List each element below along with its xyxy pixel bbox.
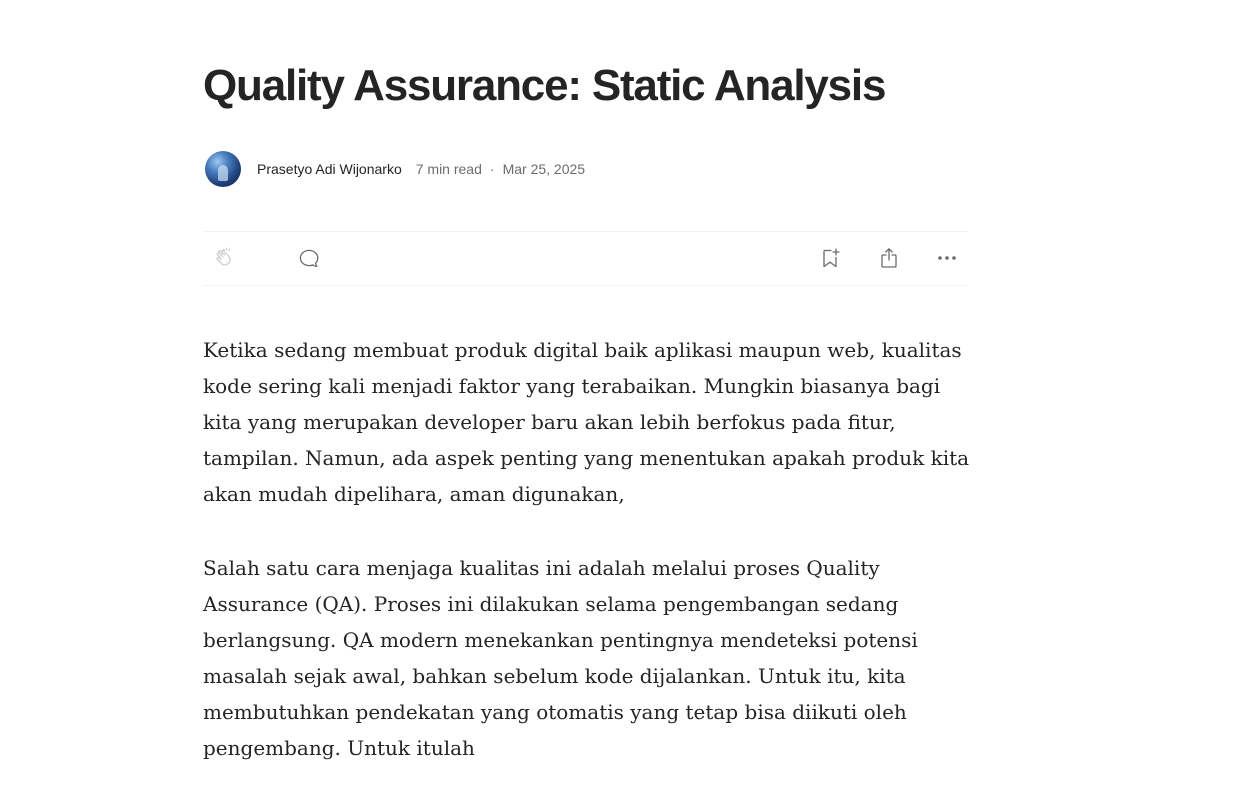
article-body [203, 332, 973, 804]
read-time: 7 min read [415, 161, 482, 177]
publish-date: Mar 25, 2025 [502, 161, 586, 177]
paragraph: Ketika sedang membuat produk digital baik aplikasi maupun web, kualitas kode sering kali menjadi faktor yang terabaikan. Mungkin biasanya bagi kita yang merupakan developer baru akan lebih berfokus pada fitur, tampilan. Namun, ada aspek penting yang menentukan apakah produk kita akan mudah dipelihara, aman digunakan, [203, 338, 970, 506]
clap-button[interactable] [211, 244, 239, 272]
article-title: Quality Assurance: Static Analysis [203, 61, 886, 110]
paragraph: Salah satu cara menjaga kualitas ini adalah melalui proses Quality Assurance (QA). Proses ini dilakukan selama pengembangan sedang berlangsung. QA modern menekankan pentingnya mendeteksi potensi masalah sejak awal, bahkan sebelum kode dijalankan. Untuk itu, kita membutuhkan pendekatan yang otomatis yang tetap bisa diikuti oleh pengembang. Untuk itulah [203, 556, 918, 760]
clap-icon [212, 245, 238, 271]
bookmark-button[interactable] [816, 244, 844, 272]
share-button[interactable] [875, 244, 903, 272]
respond-button[interactable] [295, 244, 323, 272]
ellipsis-icon [935, 246, 959, 270]
author-avatar[interactable] [205, 151, 241, 187]
meta-separator: · [489, 161, 495, 177]
byline [203, 150, 585, 188]
bookmark-add-icon [818, 246, 842, 270]
more-options-button[interactable] [933, 244, 961, 272]
share-icon [877, 246, 901, 270]
author-name[interactable]: Prasetyo Adi Wijonarko [257, 161, 402, 177]
speech-bubble-icon [297, 246, 321, 270]
action-bar [203, 231, 968, 286]
